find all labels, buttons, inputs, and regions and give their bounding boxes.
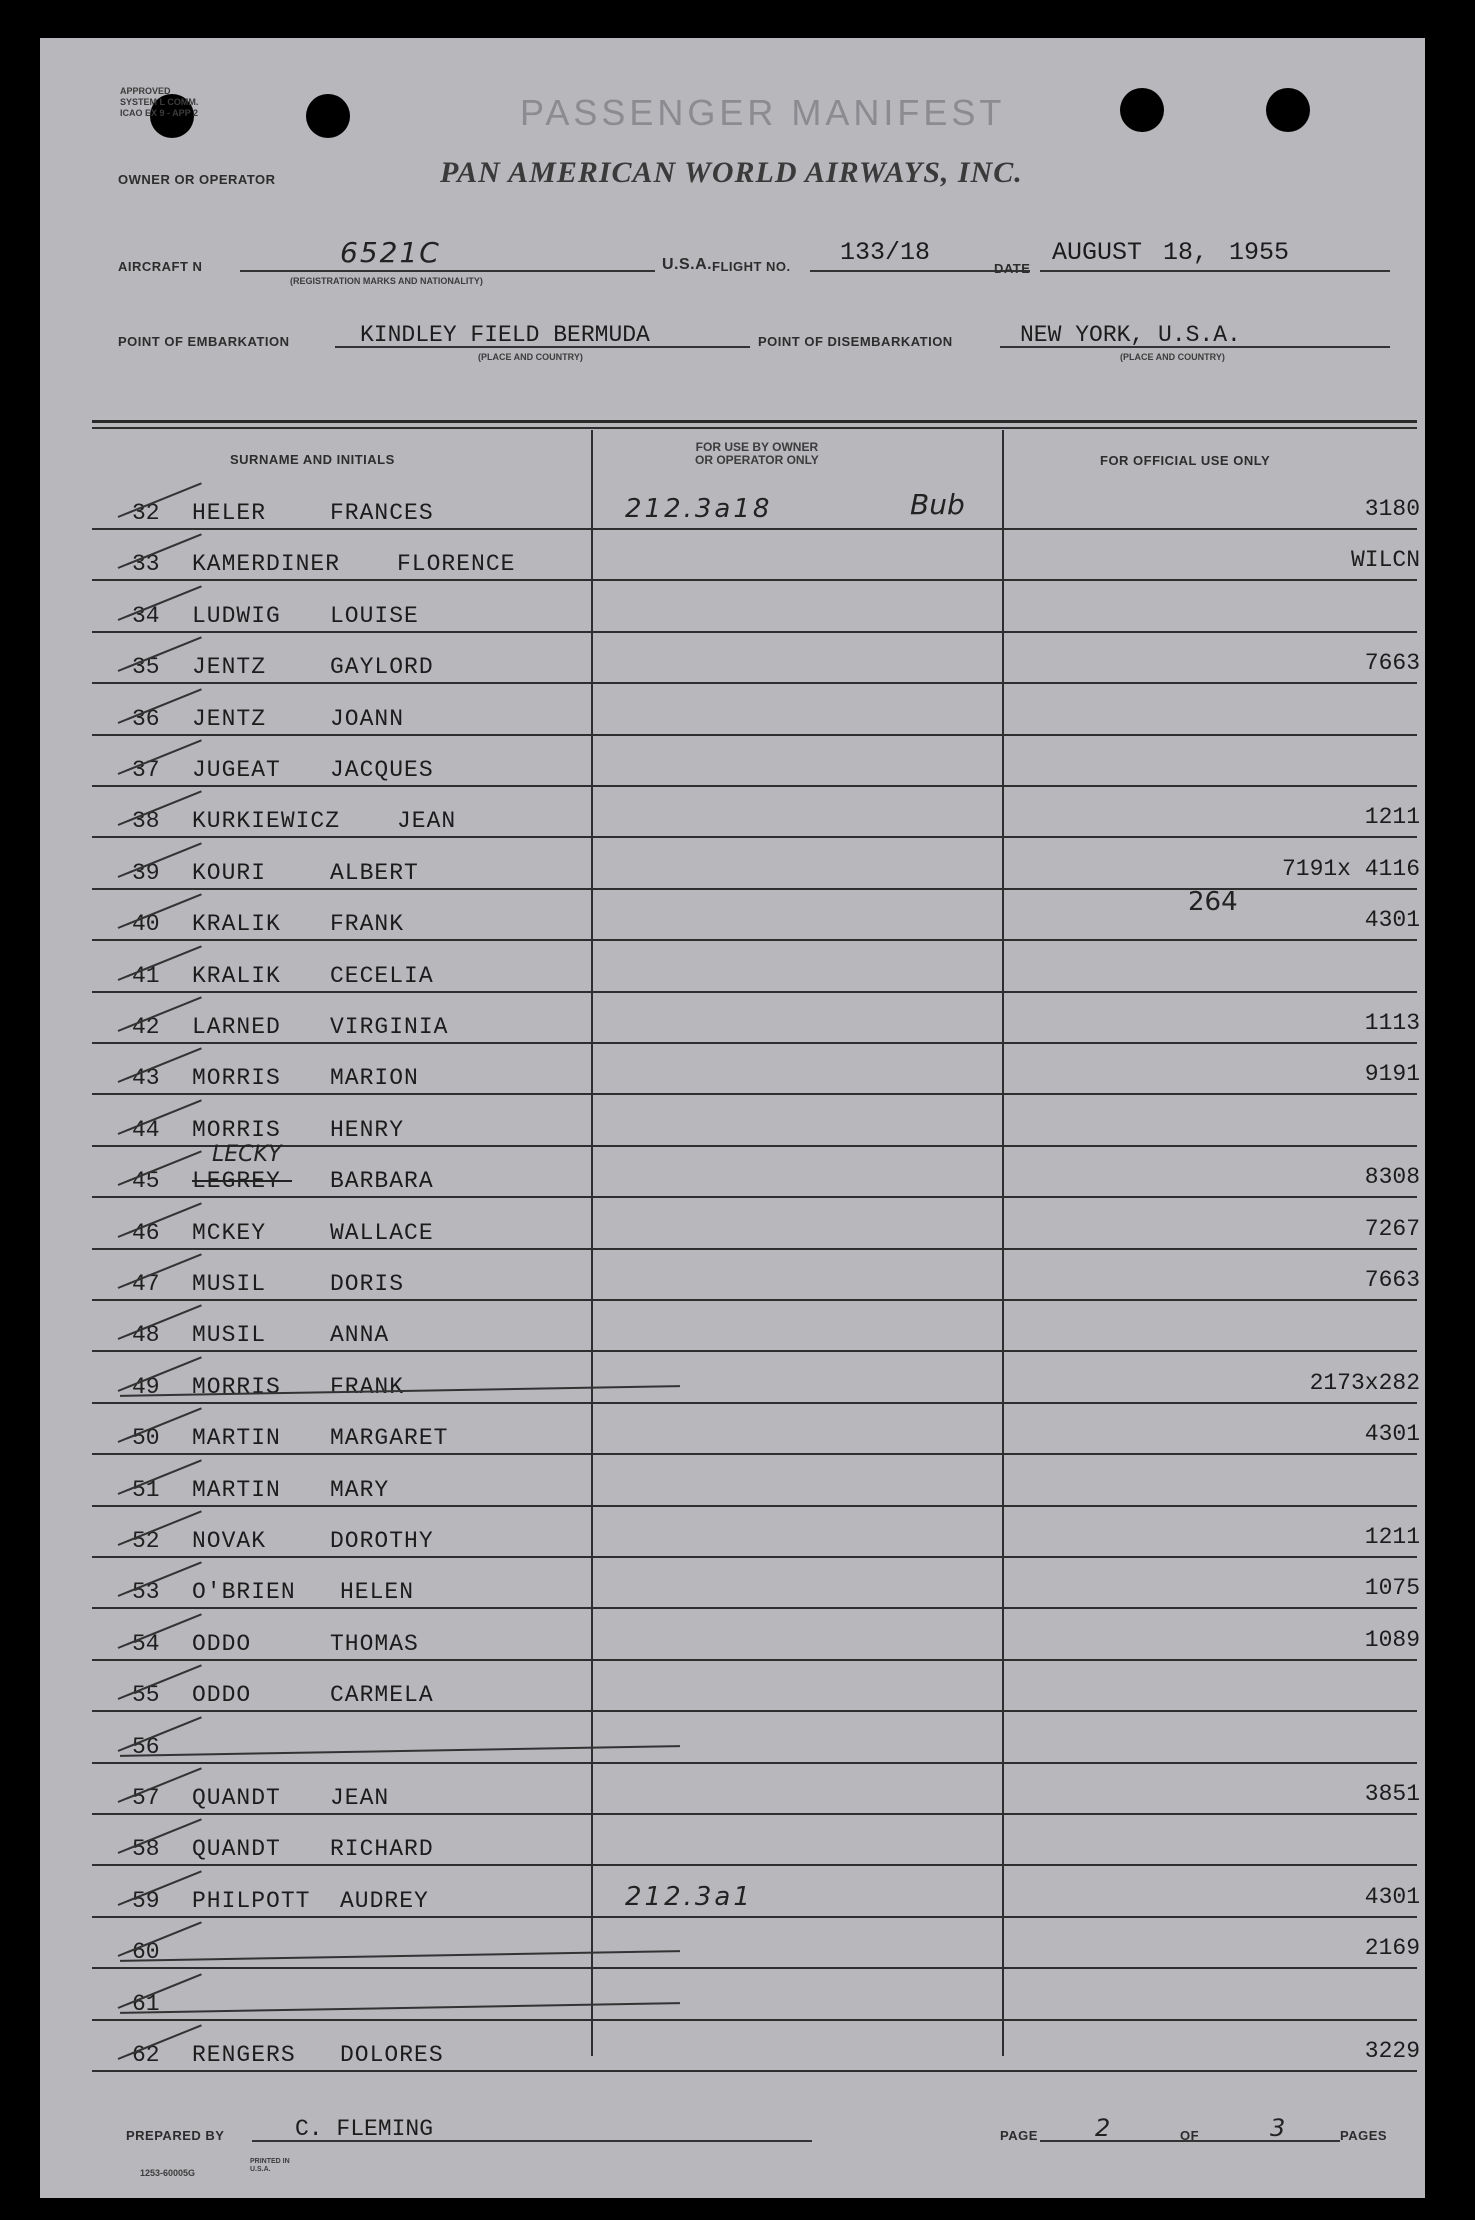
check-mark <box>118 842 202 878</box>
row-rule <box>92 1762 1417 1764</box>
check-mark <box>118 1613 202 1649</box>
passenger-given-name: CARMELA <box>330 1682 434 1709</box>
passenger-surname: HELER <box>192 500 267 526</box>
passenger-surname: JENTZ <box>192 654 267 681</box>
flight-value: 133/18 <box>840 238 931 267</box>
check-mark <box>118 1305 202 1341</box>
passenger-given-name: ALBERT <box>330 859 419 886</box>
official-use-entry: 4301 <box>1364 907 1420 934</box>
row-number: 49 <box>132 1373 160 1400</box>
official-use-entry: 1113 <box>1364 1010 1420 1036</box>
row-rule <box>92 1350 1417 1352</box>
row-rule <box>92 939 1417 941</box>
row-rule <box>92 1864 1417 1866</box>
date-value: AUGUST 18, 1955 <box>1052 238 1290 267</box>
check-mark <box>118 1202 202 1238</box>
passenger-surname: PHILPOTT <box>192 1887 311 1914</box>
row-rule <box>92 1093 1417 1095</box>
check-mark <box>118 894 202 930</box>
passenger-given-name: VIRGINIA <box>330 1014 449 1040</box>
embarkation-sublabel: (PLACE AND COUNTRY) <box>478 352 583 362</box>
row-number: 46 <box>132 1219 160 1246</box>
passenger-surname: MORRIS <box>192 1116 281 1143</box>
check-mark <box>118 1665 202 1701</box>
check-mark <box>118 945 202 981</box>
passenger-given-name: MARION <box>330 1065 419 1092</box>
check-mark <box>118 1510 202 1546</box>
passenger-given-name: THOMAS <box>330 1630 419 1657</box>
approval-line-2: SYSTEM L COMM. <box>120 97 199 107</box>
passenger-given-name: LOUISE <box>330 602 419 629</box>
passenger-surname: MUSIL <box>192 1322 267 1349</box>
passenger-given-name: GAYLORD <box>330 654 434 681</box>
passenger-given-name: FRANCES <box>330 500 434 526</box>
row-rule <box>92 991 1417 993</box>
column-header-surname: SURNAME AND INITIALS <box>230 452 395 467</box>
row-rule <box>92 2019 1417 2021</box>
embarkation-value: KINDLEY FIELD BERMUDA <box>360 322 650 348</box>
check-mark <box>118 1253 202 1289</box>
usa-label: U.S.A. <box>662 256 713 273</box>
check-mark <box>118 1048 202 1084</box>
passenger-surname: MARTIN <box>192 1425 281 1452</box>
row-rule <box>92 1145 1417 1147</box>
row-number: 57 <box>132 1785 160 1811</box>
owner-use-entry: 212.3a1 <box>625 1881 753 1912</box>
official-use-entry: 2173x282 <box>1309 1369 1420 1396</box>
passenger-given-name: CECELIA <box>330 962 434 989</box>
passenger-given-name: DOLORES <box>340 2042 444 2068</box>
row-number: 32 <box>132 500 160 526</box>
date-underline <box>1040 270 1390 272</box>
passenger-surname: KRALIK <box>192 962 281 989</box>
official-use-entry: WILCN <box>1350 547 1420 574</box>
passenger-surname: JUGEAT <box>192 757 281 783</box>
row-rule <box>92 734 1417 736</box>
passenger-given-name: DOROTHY <box>330 1528 434 1554</box>
aircraft-sublabel: (REGISTRATION MARKS AND NATIONALITY) <box>290 276 483 286</box>
row-rule <box>92 836 1417 838</box>
passenger-given-name: JACQUES <box>330 757 434 783</box>
official-use-entry: 3180 <box>1364 496 1420 522</box>
check-mark <box>118 1922 202 1958</box>
passenger-given-name: FLORENCE <box>397 551 516 578</box>
passenger-given-name: ANNA <box>330 1322 390 1349</box>
row-rule <box>92 1299 1417 1301</box>
row-number: 37 <box>132 757 160 783</box>
row-rule <box>92 1505 1417 1507</box>
column-header-official: FOR OFFICIAL USE ONLY <box>1100 453 1271 468</box>
check-mark <box>118 1716 202 1752</box>
passenger-given-name: DORIS <box>330 1271 405 1297</box>
row-number: 53 <box>132 1579 160 1606</box>
surname-strikethrough <box>192 1180 292 1182</box>
row-number: 43 <box>132 1065 160 1092</box>
official-use-entry: 4301 <box>1364 1421 1420 1448</box>
check-mark <box>118 1870 202 1906</box>
row-rule <box>92 579 1417 581</box>
cancel-stroke <box>120 1745 680 1757</box>
owner-value: PAN AMERICAN WORLD AIRWAYS, INC. <box>440 156 1023 189</box>
passenger-given-name: MARGARET <box>330 1425 449 1452</box>
official-use-entry: 7191x 4116 <box>1281 855 1420 882</box>
form-title: PASSENGER MANIFEST <box>520 92 1006 133</box>
manifest-page <box>40 38 1425 2198</box>
passenger-surname: ODDO <box>192 1630 252 1657</box>
row-rule <box>92 1967 1417 1969</box>
approval-line-3: ICAO EX 9 - APP 2 <box>120 108 199 118</box>
aircraft-value: 6521C <box>340 236 441 269</box>
check-mark <box>118 637 202 673</box>
official-note: 264 <box>1188 887 1238 918</box>
disembarkation-label: POINT OF DISEMBARKATION <box>758 334 953 349</box>
of-value: 3 <box>1270 2114 1286 2142</box>
cancel-stroke <box>120 2002 680 2014</box>
official-use-entry: 7267 <box>1364 1215 1420 1242</box>
check-mark <box>118 585 202 621</box>
passenger-given-name: WALLACE <box>330 1219 434 1246</box>
row-number: 48 <box>132 1322 160 1349</box>
passenger-surname: QUANDT <box>192 1836 281 1863</box>
row-number: 61 <box>132 1990 160 2017</box>
passenger-given-name: FRANK <box>330 1373 405 1400</box>
pages-label: PAGES <box>1340 2128 1388 2143</box>
row-number: 40 <box>132 911 160 938</box>
page-value: 2 <box>1095 2114 1111 2142</box>
row-rule <box>92 1042 1417 1044</box>
official-use-entry: 8308 <box>1364 1164 1420 1191</box>
surname-correction: LECKY <box>212 1142 282 1168</box>
page-underline <box>1040 2140 1340 2142</box>
row-number: 47 <box>132 1271 160 1297</box>
prepared-value: C. FLEMING <box>295 2116 434 2142</box>
passenger-surname: KRALIK <box>192 911 281 938</box>
check-mark <box>118 791 202 827</box>
check-mark <box>118 739 202 775</box>
passenger-given-name: HENRY <box>330 1116 405 1143</box>
check-mark <box>118 1408 202 1444</box>
row-rule <box>92 2070 1417 2072</box>
row-rule <box>92 631 1417 633</box>
cancel-stroke <box>120 1950 680 1962</box>
row-rule <box>92 1453 1417 1455</box>
check-mark <box>118 1459 202 1495</box>
owner-label: OWNER OR OPERATOR <box>118 172 276 187</box>
row-rule <box>92 1813 1417 1815</box>
flight-label: FLIGHT NO. <box>712 259 791 274</box>
row-rule <box>92 1196 1417 1198</box>
row-number: 56 <box>132 1733 160 1760</box>
row-rule <box>92 1607 1417 1609</box>
embarkation-label: POINT OF EMBARKATION <box>118 334 290 349</box>
passenger-given-name: HELEN <box>340 1579 415 1606</box>
column-header-owner-use-line-2: OR OPERATOR ONLY <box>695 453 819 467</box>
official-use-entry: 7663 <box>1364 650 1420 677</box>
official-use-entry: 1075 <box>1364 1575 1420 1602</box>
passenger-surname: RENGERS <box>192 2042 296 2068</box>
official-use-entry: 3229 <box>1364 2038 1420 2064</box>
passenger-surname: LUDWIG <box>192 602 281 629</box>
row-rule <box>92 1916 1417 1918</box>
passenger-surname: NOVAK <box>192 1528 267 1554</box>
column-header-owner-use <box>695 441 819 467</box>
row-number: 39 <box>132 859 160 886</box>
official-use-entry: 1089 <box>1364 1626 1420 1653</box>
official-use-entry: 7663 <box>1364 1267 1420 1293</box>
row-number: 58 <box>132 1836 160 1863</box>
passenger-given-name: MARY <box>330 1476 390 1503</box>
row-number: 36 <box>132 705 160 732</box>
passenger-given-name: AUDREY <box>340 1887 429 1914</box>
aircraft-label: AIRCRAFT N <box>118 259 203 274</box>
aircraft-underline <box>240 270 655 272</box>
passenger-given-name: JOANN <box>330 705 405 732</box>
row-number: 38 <box>132 808 160 835</box>
passenger-surname: LARNED <box>192 1014 281 1040</box>
row-number: 50 <box>132 1425 160 1452</box>
approval-stamp <box>120 86 198 119</box>
punch-hole-left-2 <box>306 94 350 138</box>
column-header-owner-use-line-1: FOR USE BY OWNER <box>695 440 819 454</box>
official-use-entry: 1211 <box>1364 1524 1420 1550</box>
row-number: 60 <box>132 1939 160 1966</box>
check-mark <box>118 482 202 518</box>
row-number: 62 <box>132 2042 160 2068</box>
official-use-entry: 2169 <box>1364 1935 1420 1962</box>
prepared-label: PREPARED BY <box>126 2128 225 2143</box>
check-mark <box>118 534 202 570</box>
check-mark <box>118 688 202 724</box>
date-label: DATE <box>994 261 1031 276</box>
row-rule <box>92 1710 1417 1712</box>
passenger-surname: JENTZ <box>192 705 267 732</box>
row-number: 44 <box>132 1116 160 1143</box>
passenger-given-name: BARBARA <box>330 1168 434 1195</box>
check-mark <box>118 1356 202 1392</box>
row-number: 33 <box>132 551 160 578</box>
check-mark <box>118 2024 202 2060</box>
row-rule <box>92 528 1417 530</box>
passenger-surname: KAMERDINER <box>192 551 341 578</box>
row-number: 42 <box>132 1014 160 1040</box>
row-number: 34 <box>132 602 160 629</box>
official-use-entry: 3851 <box>1364 1781 1420 1807</box>
of-label: OF <box>1180 2128 1200 2143</box>
row-rule <box>92 1556 1417 1558</box>
passenger-surname: KURKIEWICZ <box>192 808 341 835</box>
check-mark <box>118 1767 202 1803</box>
row-number: 45 <box>132 1168 160 1195</box>
disembarkation-sublabel: (PLACE AND COUNTRY) <box>1120 352 1225 362</box>
table-top-rule-2 <box>92 427 1417 429</box>
row-number: 59 <box>132 1887 160 1914</box>
passenger-given-name: RICHARD <box>330 1836 434 1863</box>
passenger-surname: KOURI <box>192 859 267 886</box>
passenger-given-name: FRANK <box>330 911 405 938</box>
row-number: 55 <box>132 1682 160 1709</box>
form-number: 1253-60005G <box>140 2168 196 2178</box>
table-top-rule <box>92 420 1417 423</box>
row-number: 41 <box>132 962 160 989</box>
check-mark <box>118 996 202 1032</box>
passenger-surname: QUANDT <box>192 1785 281 1811</box>
approval-line-1: APPROVED <box>120 86 171 96</box>
passenger-surname: MORRIS <box>192 1065 281 1092</box>
passenger-surname: MUSIL <box>192 1271 267 1297</box>
check-mark <box>118 1973 202 2009</box>
passenger-surname: O'BRIEN <box>192 1579 296 1606</box>
punch-hole-right-2 <box>1266 88 1310 132</box>
passenger-surname: MORRIS <box>192 1373 281 1400</box>
passenger-surname: MCKEY <box>192 1219 267 1246</box>
official-use-entry: 1211 <box>1364 804 1420 831</box>
row-number: 35 <box>132 654 160 681</box>
official-use-entry: 4301 <box>1364 1883 1420 1910</box>
check-mark <box>118 1151 202 1187</box>
check-mark <box>118 1819 202 1855</box>
row-rule <box>92 682 1417 684</box>
row-rule <box>92 1248 1417 1250</box>
page-label: PAGE <box>1000 2128 1038 2143</box>
row-number: 52 <box>132 1528 160 1554</box>
row-number: 51 <box>132 1476 160 1503</box>
row-rule <box>92 785 1417 787</box>
passenger-given-name: JEAN <box>397 808 457 835</box>
check-mark <box>118 1562 202 1598</box>
check-mark <box>118 1099 202 1135</box>
passenger-surname: ODDO <box>192 1682 252 1709</box>
disembarkation-value: NEW YORK, U.S.A. <box>1020 322 1241 348</box>
passenger-surname: LEGREY <box>192 1168 281 1195</box>
passenger-given-name: JEAN <box>330 1785 390 1811</box>
punch-hole-right <box>1120 88 1164 132</box>
passenger-surname: MARTIN <box>192 1476 281 1503</box>
owner-use-entry: 212.3a18 <box>625 494 773 524</box>
row-rule <box>92 1402 1417 1404</box>
row-rule <box>92 1659 1417 1661</box>
row-number: 54 <box>132 1630 160 1657</box>
owner-use-note: Bub <box>910 488 965 521</box>
official-use-entry: 9191 <box>1364 1061 1420 1088</box>
printed-label: PRINTED IN U.S.A. <box>250 2158 290 2173</box>
